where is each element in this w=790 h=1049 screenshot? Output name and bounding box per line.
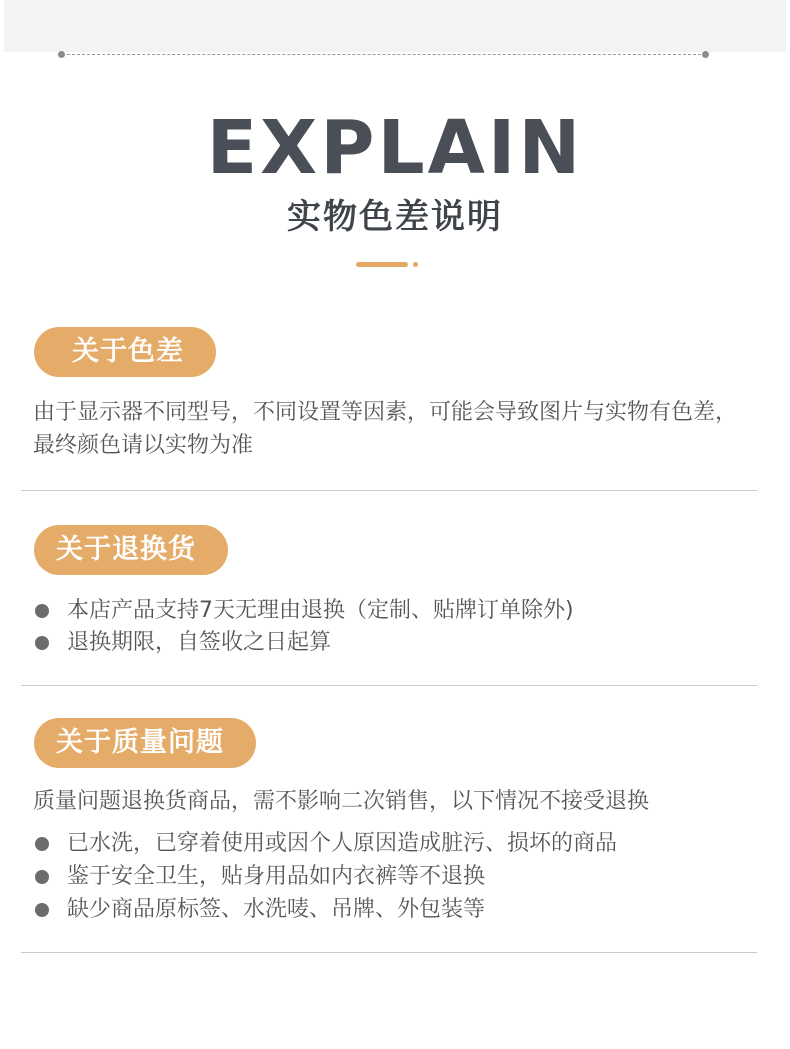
list-item bbox=[33, 827, 753, 860]
title-accent-dot bbox=[413, 262, 418, 267]
dash-end-dot-left bbox=[58, 51, 65, 58]
page-title-chinese: 实物色差说明 bbox=[287, 197, 503, 237]
dashed-divider bbox=[62, 54, 706, 55]
section-tag-quality: 关于质量问题 bbox=[34, 718, 256, 768]
bullet-dot bbox=[35, 870, 49, 884]
section-divider bbox=[21, 490, 757, 491]
list-item bbox=[33, 860, 753, 893]
quality-paragraph: 质量问题退换货商品，需不影响二次销售，以下情况不接受退换 bbox=[33, 789, 650, 814]
bullet-dot bbox=[35, 837, 49, 851]
list-item bbox=[33, 626, 753, 659]
list-item-text: 本店产品支持7天无理由退换（定制、贴牌订单除外) bbox=[67, 598, 574, 623]
section-divider bbox=[21, 685, 757, 686]
color-difference-paragraph: 由于显示器不同型号，不同设置等因素，可能会导致图片与实物有色差，最终颜色请以实物为准 bbox=[33, 400, 738, 458]
bullet-dot bbox=[35, 636, 49, 650]
title-accent-bar bbox=[356, 262, 408, 267]
list-item-text: 缺少商品原标签、水洗唛、吊牌、外包装等 bbox=[67, 897, 486, 922]
page-title-english: EXPLAIN bbox=[206, 105, 584, 191]
section-divider bbox=[21, 952, 757, 953]
section-tag-returns: 关于退换货 bbox=[34, 525, 228, 575]
list-item-text: 鉴于安全卫生，贴身用品如内衣裤等不退换 bbox=[67, 864, 486, 889]
bullet-dot bbox=[35, 604, 49, 618]
list-item bbox=[33, 893, 753, 926]
list-item-text: 已水洗，已穿着使用或因个人原因造成脏污、损坏的商品 bbox=[67, 831, 618, 856]
bullet-dot bbox=[35, 903, 49, 917]
list-item bbox=[33, 594, 753, 627]
section-tag-color-difference: 关于色差 bbox=[34, 327, 216, 377]
list-item-text: 退换期限，自签收之日起算 bbox=[67, 630, 332, 655]
dash-end-dot-right bbox=[702, 51, 709, 58]
top-band bbox=[4, 0, 786, 52]
